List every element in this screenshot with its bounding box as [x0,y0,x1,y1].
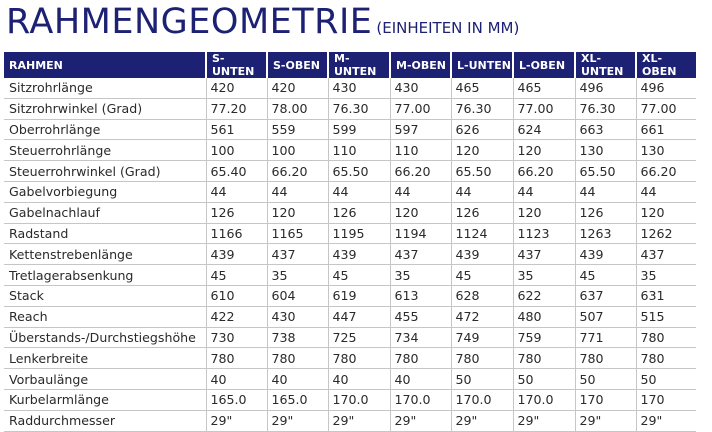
table-cell: 624 [513,119,575,140]
table-cell: 29" [575,410,636,431]
table-cell: 120 [513,202,575,223]
table-cell: 120 [636,202,696,223]
row-label: Stack [4,285,206,306]
table-cell: 439 [575,244,636,265]
table-row [4,98,696,119]
table-cell: 44 [390,181,451,202]
table-cell: 35 [267,265,328,286]
table-cell: 77.00 [636,98,696,119]
row-label: Radstand [4,223,206,244]
table-cell: 40 [328,369,390,390]
table-cell: 120 [267,202,328,223]
table-cell: 120 [390,202,451,223]
table-cell: 780 [575,348,636,369]
table-cell: 65.50 [575,161,636,182]
table-cell: 126 [206,202,267,223]
table-cell: 110 [390,140,451,161]
table-cell: 472 [451,306,513,327]
table-cell: 437 [636,244,696,265]
table-cell: 170 [636,389,696,410]
table-cell: 126 [328,202,390,223]
table-cell: 730 [206,327,267,348]
table-row [4,306,696,327]
table-cell: 465 [513,78,575,98]
table-cell: 76.30 [328,98,390,119]
table-cell: 661 [636,119,696,140]
table-cell: 66.20 [636,161,696,182]
table-cell: 120 [451,140,513,161]
table-cell: 561 [206,119,267,140]
table-cell: 420 [206,78,267,98]
row-label: Gabelvorbiegung [4,181,206,202]
table-cell: 100 [267,140,328,161]
table-cell: 29" [267,410,328,431]
table-cell: 76.30 [575,98,636,119]
table-cell: 44 [513,181,575,202]
table-row [4,410,696,431]
table-cell: 120 [513,140,575,161]
row-label: Vorbaulänge [4,369,206,390]
table-cell: 35 [390,265,451,286]
table-cell: 780 [328,348,390,369]
page-subtitle: (EINHEITEN IN MM) [376,19,520,37]
table-cell: 35 [636,265,696,286]
table-cell: 496 [575,78,636,98]
row-label: Tretlagerabsenkung [4,265,206,286]
table-cell: 780 [513,348,575,369]
table-cell: 480 [513,306,575,327]
table-cell: 437 [513,244,575,265]
table-cell: 130 [575,140,636,161]
table-cell: 759 [513,327,575,348]
table-cell: 619 [328,285,390,306]
table-row [4,181,696,202]
row-label: Oberrohrlänge [4,119,206,140]
table-cell: 170.0 [328,389,390,410]
table-cell: 637 [575,285,636,306]
table-cell: 65.50 [328,161,390,182]
table-cell: 40 [390,369,451,390]
table-cell: 45 [451,265,513,286]
table-cell: 430 [328,78,390,98]
table-cell: 1123 [513,223,575,244]
table-row [4,161,696,182]
table-cell: 465 [451,78,513,98]
row-label: Steuerrohrwinkel (Grad) [4,161,206,182]
table-cell: 50 [575,369,636,390]
table-cell: 771 [575,327,636,348]
column-header-size: S-OBEN [267,52,328,78]
table-cell: 1124 [451,223,513,244]
row-label: Lenkerbreite [4,348,206,369]
table-row [4,348,696,369]
row-label: Kettenstrebenlänge [4,244,206,265]
row-label: Überstands-/Durchstiegshöhe [4,327,206,348]
table-cell: 65.50 [451,161,513,182]
table-cell: 110 [328,140,390,161]
table-cell: 126 [451,202,513,223]
table-cell: 77.00 [390,98,451,119]
table-cell: 45 [328,265,390,286]
row-label: Sitzrohrlänge [4,78,206,98]
row-label: Raddurchmesser [4,410,206,431]
column-header-size: M-UNTEN [328,52,390,78]
table-row [4,244,696,265]
table-cell: 65.40 [206,161,267,182]
table-cell: 29" [451,410,513,431]
row-label: Gabelnachlauf [4,202,206,223]
table-cell: 35 [513,265,575,286]
table-cell: 439 [328,244,390,265]
column-header-size: L-OBEN [513,52,575,78]
table-cell: 447 [328,306,390,327]
page-title: RAHMENGEOMETRIE [6,2,373,42]
table-cell: 1195 [328,223,390,244]
table-cell: 170.0 [390,389,451,410]
table-cell: 622 [513,285,575,306]
table-cell: 780 [206,348,267,369]
table-cell: 1165 [267,223,328,244]
row-label: Steuerrohrlänge [4,140,206,161]
table-row [4,389,696,410]
table-cell: 76.30 [451,98,513,119]
table-cell: 1263 [575,223,636,244]
table-cell: 165.0 [206,389,267,410]
table-cell: 45 [575,265,636,286]
column-header-size: XL-OBEN [636,52,696,78]
table-row [4,265,696,286]
table-cell: 734 [390,327,451,348]
table-cell: 44 [451,181,513,202]
table-cell: 78.00 [267,98,328,119]
table-cell: 77.00 [513,98,575,119]
table-cell: 29" [206,410,267,431]
table-cell: 1166 [206,223,267,244]
table-row [4,119,696,140]
table-cell: 437 [267,244,328,265]
table-cell: 604 [267,285,328,306]
table-cell: 613 [390,285,451,306]
table-row [4,223,696,244]
table-cell: 77.20 [206,98,267,119]
table-cell: 780 [390,348,451,369]
table-cell: 437 [390,244,451,265]
table-cell: 455 [390,306,451,327]
table-cell: 631 [636,285,696,306]
row-label: Kurbelarmlänge [4,389,206,410]
table-body [4,78,696,431]
column-header-size: L-UNTEN [451,52,513,78]
table-cell: 170.0 [513,389,575,410]
table-cell: 50 [513,369,575,390]
table-cell: 626 [451,119,513,140]
table-cell: 439 [206,244,267,265]
row-label: Reach [4,306,206,327]
table-cell: 29" [513,410,575,431]
column-header-size: XL-UNTEN [575,52,636,78]
table-cell: 29" [328,410,390,431]
table-cell: 496 [636,78,696,98]
table-cell: 170 [575,389,636,410]
table-cell: 439 [451,244,513,265]
table-cell: 50 [451,369,513,390]
table-cell: 1262 [636,223,696,244]
table-header-row [4,52,696,78]
table-cell: 130 [636,140,696,161]
table-cell: 515 [636,306,696,327]
geometry-table [4,52,696,432]
table-cell: 599 [328,119,390,140]
table-row [4,202,696,223]
table-cell: 44 [636,181,696,202]
table-cell: 610 [206,285,267,306]
table-cell: 44 [206,181,267,202]
table-row [4,327,696,348]
table-cell: 780 [267,348,328,369]
table-row [4,140,696,161]
table-cell: 44 [575,181,636,202]
table-cell: 100 [206,140,267,161]
table-cell: 44 [328,181,390,202]
table-cell: 780 [451,348,513,369]
table-cell: 29" [390,410,451,431]
table-cell: 422 [206,306,267,327]
table-cell: 780 [636,348,696,369]
row-label: Sitzrohrwinkel (Grad) [4,98,206,119]
table-cell: 40 [206,369,267,390]
table-cell: 430 [390,78,451,98]
table-cell: 126 [575,202,636,223]
table-row [4,78,696,98]
table-cell: 45 [206,265,267,286]
table-cell: 559 [267,119,328,140]
table-cell: 780 [636,327,696,348]
table-cell: 628 [451,285,513,306]
table-cell: 430 [267,306,328,327]
table-cell: 165.0 [267,389,328,410]
table-row [4,285,696,306]
table-cell: 40 [267,369,328,390]
table-cell: 66.20 [267,161,328,182]
table-cell: 420 [267,78,328,98]
table-row [4,369,696,390]
table-cell: 66.20 [513,161,575,182]
column-header-rahmen: RAHMEN [4,52,206,78]
table-cell: 44 [267,181,328,202]
table-cell: 29" [636,410,696,431]
table-cell: 725 [328,327,390,348]
table-cell: 507 [575,306,636,327]
table-cell: 597 [390,119,451,140]
column-header-size: M-OBEN [390,52,451,78]
table-cell: 170.0 [451,389,513,410]
table-cell: 663 [575,119,636,140]
column-header-size: S-UNTEN [206,52,267,78]
table-cell: 738 [267,327,328,348]
heading [6,2,519,48]
table-cell: 50 [636,369,696,390]
table-cell: 66.20 [390,161,451,182]
table-cell: 749 [451,327,513,348]
table-cell: 1194 [390,223,451,244]
